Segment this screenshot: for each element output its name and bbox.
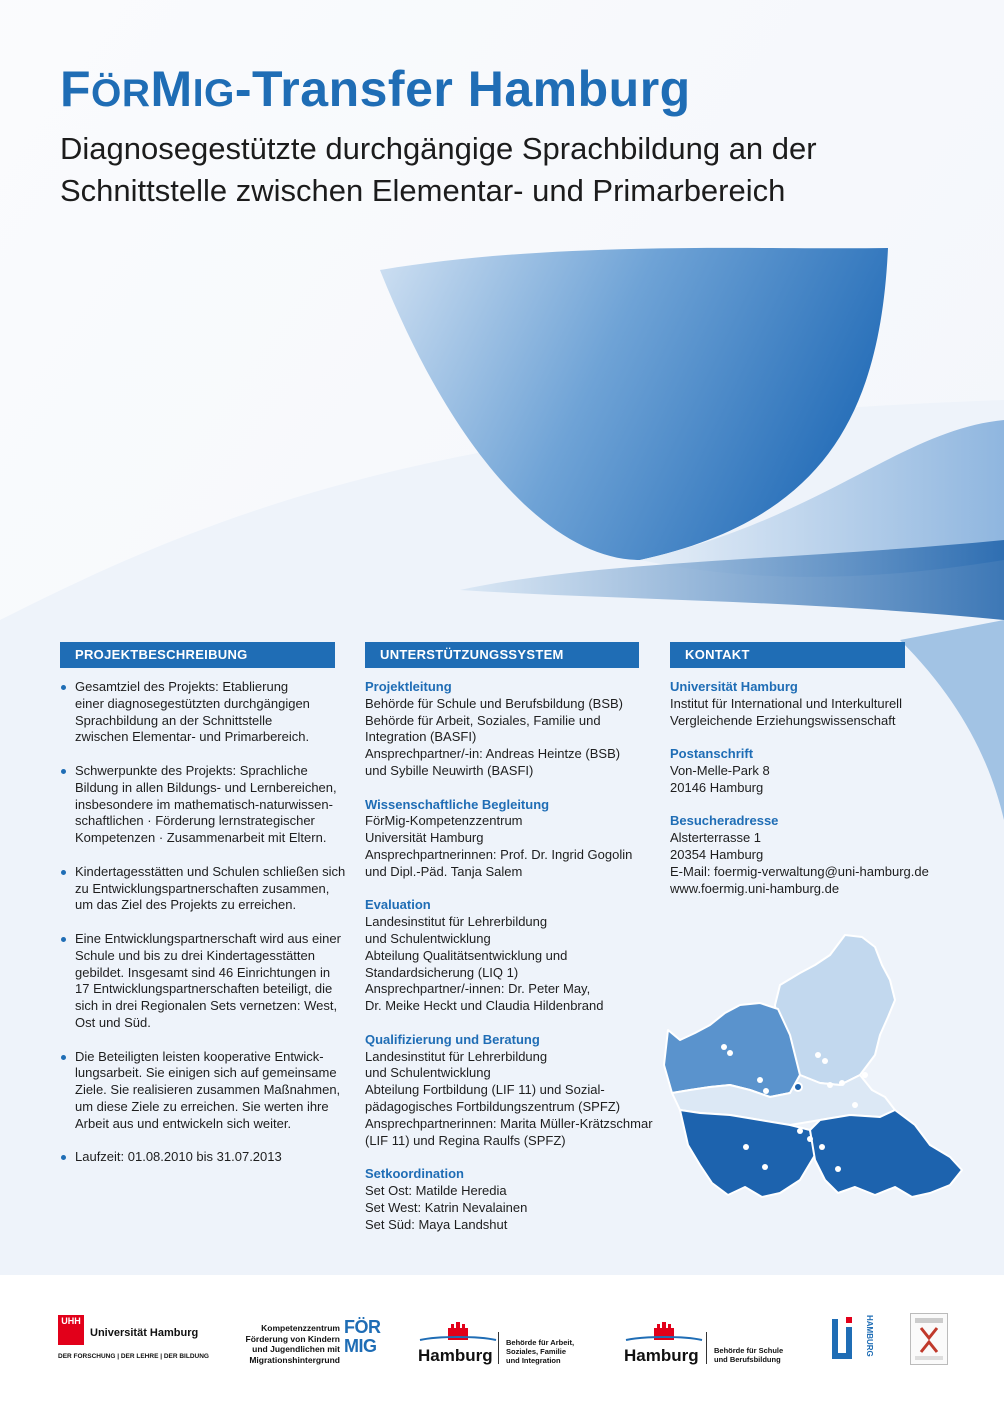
unterstuetzung-section-line: (LIF 11) und Regina Raulfs (SPFZ) [365,1132,566,1148]
kontakt-section-line: Institut für International und Interkulturell [670,695,902,711]
kontakt-section [670,746,970,796]
projekt-bullet-line: sich in drei Regionalen Sets vernetzen: West, [75,998,338,1014]
unterstuetzung-section-line: Abteilung Qualitätsentwicklung und [365,947,568,963]
unterstuetzung-section-line: Set Ost: Matilde Heredia [365,1182,507,1198]
unterstuetzung-section [365,797,655,881]
subtitle-line-2: Schnittstelle zwischen Elementar- und Primarbereich [60,173,786,208]
projekt-bullet-line: Laufzeit: 01.08.2010 bis 31.07.2013 [75,1149,282,1165]
projekt-heading: PROJEKTBESCHREIBUNG [60,642,335,668]
li-vertical-text: HAMBURG [865,1315,874,1357]
unterstuetzung-section-title: Qualifizierung und Beratung [365,1031,540,1047]
foermig-logo-bottom: MIG [344,1336,377,1356]
unterstuetzung-section-line: Behörde für Schule und Berufsbildung (BSB) [365,695,623,711]
page-subtitle [60,128,960,212]
unterstuetzung-section-line: pädagogisches Fortbildungszentrum (SPFZ) [365,1098,621,1114]
unterstuetzung-section-line: und Dipl.-Päd. Tanja Salem [365,863,523,879]
kontakt-section-line: E-Mail: foermig-verwaltung@uni-hamburg.de [670,863,929,879]
kontakt-section-line: Vergleichende Erziehungswissenschaft [670,712,896,728]
projekt-bullet-line: um diese Ziele zu erreichen. Sie werten ihre [75,1098,329,1114]
unterstuetzung-section [365,1032,655,1150]
unterstuetzung-section-line: Behörde für Arbeit, Soziales, Familie und [365,712,601,728]
kontakt-section-line: Von-Melle-Park 8 [670,762,770,778]
unterstuetzung-section-line: und Schulentwicklung [365,1065,491,1081]
logo-hamburg-bsb [624,1318,804,1366]
map-region-west [664,1003,800,1097]
unterstuetzung-section-line: Set Süd: Maya Landshut [365,1216,508,1232]
logo-kompetenzzentrum-text [240,1323,340,1365]
projekt-bullet-line: Arbeit aus und entwickeln sich weiter. [75,1115,292,1131]
unterstuetzung-section-line: Set West: Katrin Nevalainen [365,1199,528,1215]
unterstuetzung-section-title: Setkoordination [365,1166,464,1182]
uhh-name: Universität Hamburg [90,1327,199,1339]
hamburg-word-2: Hamburg [624,1346,699,1365]
projekt-bullet-line: Die Beteiligten leisten kooperative Entwick- [75,1048,324,1064]
kompetenz-line: und Jugendlichen mit [252,1344,340,1354]
hamburg-dept-2-line: Behörde für Schule [714,1346,784,1355]
unterstuetzung-section-line: Standardsicherung (LIQ 1) [365,964,519,980]
hamburg-castle-icon [624,1318,704,1344]
kontakt-section-line: 20146 Hamburg [670,779,764,795]
projekt-bullet-line: Schule und bis zu drei Kindertagesstätten [75,947,315,963]
uhh-mark: UHH [58,1315,84,1345]
projekt-bullet-line: Schwerpunkte des Projekts: Sprachliche [75,762,308,778]
projekt-bullet-line: Bildung in allen Bildungs- und Lernbereichen, [75,779,337,795]
projekt-bullet-line: Kompetenzen · Zusammenarbeit mit Eltern. [75,830,327,846]
projekt-bullet-line: zu Entwicklungspartnerschaften zusammen, [75,880,330,896]
hamburg-dept-1-line: Behörde für Arbeit, [506,1338,575,1347]
unterstuetzung-section-line: Ansprechpartnerinnen: Prof. Dr. Ingrid Gogolin [365,846,633,862]
unterstuetzung-section-line: Abteilung Fortbildung (LIF 11) und Sozial- [365,1082,605,1098]
unterstuetzung-section-line: Dr. Meike Heckt und Claudia Hildenbrand [365,998,604,1014]
unterstuetzung-section-line: Integration (BASFI) [365,729,477,745]
title-rest: -Transfer Hamburg [234,61,691,117]
projekt-bullet-line: Sprachbildung an der Schnittstelle [75,712,273,728]
page-title [60,61,691,117]
unterstuetzung-section-line: Ansprechpartner/-innen: Dr. Peter May, [365,981,591,997]
kontakt-column [670,679,970,914]
unterstuetzung-section [365,1166,655,1233]
foermig-logo-top: FÖR [344,1317,381,1337]
kontakt-section-line: Alsterterrasse 1 [670,830,762,846]
title-oer: ÖR [91,72,151,115]
kompetenz-line: Förderung von Kindern [245,1333,340,1344]
divider [706,1332,707,1364]
unterstuetzung-section-line: Universität Hamburg [365,830,484,846]
divider [498,1332,499,1364]
award-seal-logo [910,1313,948,1365]
kompetenz-line: Migrationshintergrund [249,1354,340,1365]
title-f: F [60,61,92,117]
projekt-bullet-line: Eine Entwicklungspartnerschaft wird aus einer [75,930,341,946]
hamburg-dept-2 [714,1346,783,1364]
map-region-south-east [810,1110,962,1197]
hamburg-dept-1-line: und Integration [506,1356,561,1365]
kontakt-section-title: Universität Hamburg [670,679,798,694]
unterstuetzung-section-title: Projektleitung [365,679,452,694]
kontakt-section-line: www.foermig.uni-hamburg.de [670,880,840,896]
projekt-bullet-line: Ost und Süd. [75,1014,151,1030]
projekt-bullet-line: zwischen Elementar- und Primarbereich. [75,729,310,745]
projekt-bullet-line: lungsarbeit. Sie einigen sich auf gemeinsame [75,1065,337,1081]
unterstuetzung-column [365,679,655,1250]
hamburg-dept-2-line: und Berufsbildung [714,1355,781,1364]
projekt-bullet [60,931,345,1032]
kontakt-heading: KONTAKT [670,642,905,668]
projekt-bullet-line: Ziele. Sie realisieren zusammen Maßnahmen, [75,1082,341,1098]
projekt-bullet-line: Kindertagesstätten und Schulen schließen sich [75,863,346,879]
hamburg-dept-1-line: Soziales, Familie [506,1347,567,1356]
projekt-bullet [60,1049,345,1133]
projekt-bullet-line: um das Ziel des Projekts zu erreichen. [75,897,297,913]
projekt-column [60,679,345,1183]
kontakt-section-title: Postanschrift [670,746,754,762]
projekt-bullet-line: insbesondere im mathematisch-naturwissen- [75,796,333,812]
projekt-bullet-line: schaftlichen · Förderung lernstrategischer [75,813,315,829]
hamburg-map [650,925,970,1215]
unterstuetzung-section-line: Landesinstitut für Lehrerbildung [365,914,548,930]
li-icon [830,1315,862,1363]
hamburg-castle-icon [418,1318,498,1344]
projekt-list [60,679,345,1166]
kompetenz-line: Kompetenzzentrum [261,1323,340,1333]
award-seal-icon [911,1314,947,1364]
unterstuetzung-section-line: Ansprechpartnerinnen: Marita Müller-Krätzschmar [365,1115,653,1131]
projekt-bullet [60,679,345,746]
kontakt-section [670,813,970,897]
unterstuetzung-section-line: Landesinstitut für Lehrerbildung [365,1048,548,1064]
projekt-bullet [60,1149,345,1166]
logo-foermig [344,1318,388,1356]
projekt-bullet-line: gebildet. Insgesamt sind 46 Einrichtungen in [75,964,331,980]
logo-uni-hamburg [58,1315,228,1365]
unterstuetzung-heading: UNTERSTÜTZUNGSSYSTEM [365,642,639,668]
hamburg-word-1: Hamburg [418,1346,493,1365]
unterstuetzung-section-title: Evaluation [365,897,431,913]
projekt-bullet [60,864,345,914]
logo-li [830,1315,878,1363]
unterstuetzung-section [365,679,655,780]
kontakt-section [670,679,970,729]
projekt-bullet [60,763,345,847]
title-ig: IG [192,72,235,115]
unterstuetzung-section-line: und Schulentwicklung [365,930,491,946]
unterstuetzung-section-line: FörMig-Kompetenzzentrum [365,813,523,829]
logo-hamburg-basfi [418,1318,593,1366]
projekt-bullet-line: 17 Entwicklungspartnerschaften beteiligt, die [75,981,333,997]
kontakt-section-line: 20354 Hamburg [670,846,764,862]
title-m: M [150,61,193,117]
unterstuetzung-section-line: Ansprechpartner/-in: Andreas Heintze (BSB) [365,746,621,762]
projekt-bullet-line: Gesamtziel des Projekts: Etablierung [75,679,289,694]
projekt-bullet-line: einer diagnosegestützten durchgängigen [75,695,310,711]
unterstuetzung-section [365,897,655,1015]
subtitle-line-1: Diagnosegestützte durchgängige Sprachbildung an der [60,131,817,166]
uhh-motto: DER FORSCHUNG | DER LEHRE | DER BILDUNG [58,1353,209,1360]
hamburg-dept-1 [506,1338,574,1365]
unterstuetzung-section-line: und Sybille Neuwirth (BASFI) [365,762,534,778]
unterstuetzung-section-title: Wissenschaftliche Begleitung [365,796,550,812]
kontakt-section-title: Besucheradresse [670,813,779,829]
